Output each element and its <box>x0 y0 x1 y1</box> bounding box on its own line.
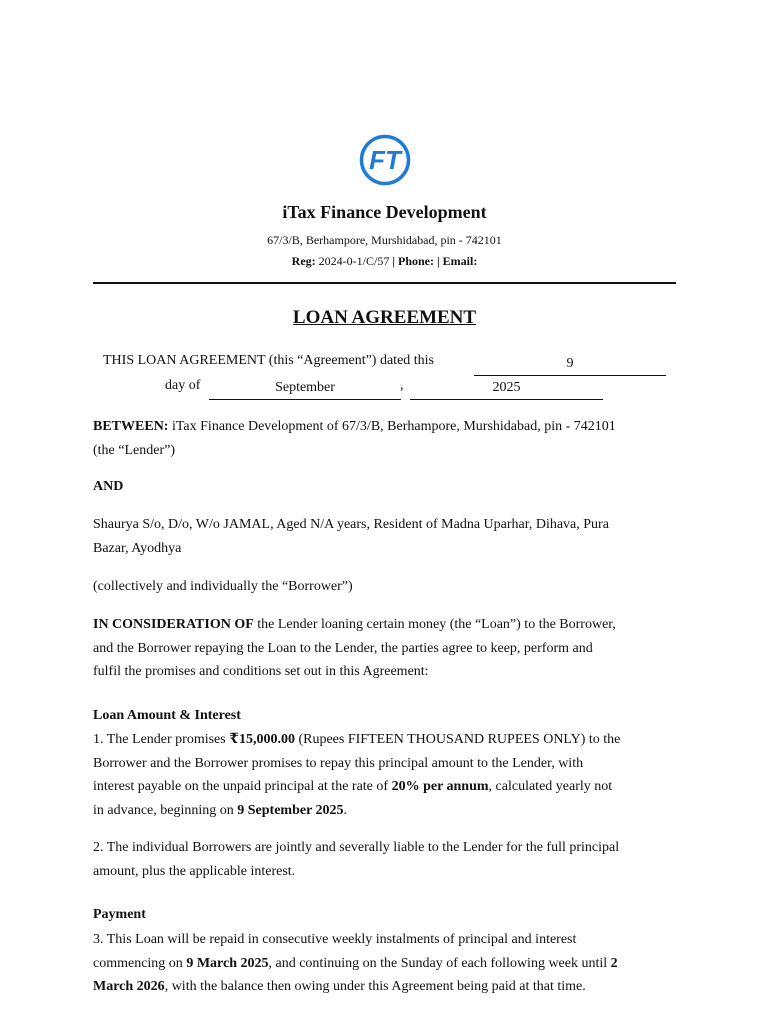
borrower-paragraph <box>93 513 676 560</box>
logo-text: FT <box>369 145 401 175</box>
collective-paragraph: (collectively and individually the “Borrower”) <box>93 579 353 594</box>
intro-prefix: THIS LOAN AGREEMENT (this “Agreement”) dated this <box>103 353 435 368</box>
clause-1-text: , calculated yearly not <box>488 779 613 794</box>
consideration-label: IN CONSIDERATION OF <box>93 617 254 632</box>
day-value: 9 <box>566 356 574 371</box>
and-label: AND <box>93 479 124 494</box>
lender-label: (the “Lender”) <box>93 442 175 458</box>
borrower-line-1: Shaurya S/o, D/o, W/o JAMAL, Aged N/A years, Resident of Madna Uparhar, Dihava, Pura <box>93 517 609 532</box>
clause-3-text: commencing on <box>93 955 183 971</box>
company-address: 67/3/B, Berhampore, Murshidabad, pin - 742101 <box>267 233 502 247</box>
company-contact <box>93 254 676 269</box>
month-field <box>209 379 401 400</box>
reg-label: Reg: <box>291 254 316 268</box>
interest-rate: 20% per annum <box>391 779 489 794</box>
clause-2 <box>93 836 676 883</box>
end-date-day: 2 <box>610 955 618 971</box>
clause-3-text: , with the balance then owing under this Agreement being paid at that time. <box>164 979 586 994</box>
comma: , <box>400 378 404 393</box>
clause-1 <box>93 728 676 822</box>
clause-1-text: Borrower and the Borrower promises to repay this principal amount to the Lender, with <box>93 755 584 771</box>
year-value: 2025 <box>492 380 521 395</box>
commence-date: 9 March 2025 <box>186 955 269 971</box>
reg-value: 2024-0-1/C/57 <box>318 254 390 268</box>
clause-1-text: 1. The Lender promises <box>93 732 226 747</box>
header-divider <box>93 282 676 284</box>
start-date: 9 September 2025 <box>237 802 344 818</box>
day-field <box>474 355 666 376</box>
clause-2-text: 2. The individual Borrowers are jointly and severally liable to the Lender for the full principal <box>93 840 620 855</box>
clause-2-text: amount, plus the applicable interest. <box>93 863 296 879</box>
separator: | <box>392 254 395 268</box>
phone-label: Phone: <box>398 254 434 268</box>
clause-3 <box>93 928 676 999</box>
email-label: Email: <box>442 254 478 268</box>
between-text: iTax Finance Development of 67/3/B, Berhampore, Murshidabad, pin - 742101 <box>171 419 616 434</box>
consideration-text-1: the Lender loaning certain money (the “Loan”) to the Borrower, <box>257 617 616 632</box>
consideration-text-2: and the Borrower repaying the Loan to the Lender, the parties agree to keep, perform and <box>93 640 593 656</box>
borrower-line-2: Bazar, Ayodhya <box>93 540 182 556</box>
between-label: BETWEEN: <box>93 419 169 434</box>
separator: | <box>437 254 440 268</box>
end-date-month-year: March 2026 <box>93 979 165 994</box>
day-of-label: day of <box>165 378 201 393</box>
payment-section-heading: Payment <box>93 907 146 922</box>
clause-1-text: . <box>343 802 348 818</box>
company-name: iTax Finance Development <box>282 202 487 222</box>
between-paragraph <box>93 415 676 462</box>
clause-3-text: , and continuing on the Sunday of each following week until <box>268 955 608 971</box>
clause-3-text: 3. This Loan will be repaid in consecutive weekly instalments of principal and interest <box>93 932 577 947</box>
loan-amount: ₹15,000.00 <box>229 732 295 747</box>
clause-1-text: interest payable on the unpaid principal at the rate of <box>93 779 389 794</box>
consideration-text-3: fulfil the promises and conditions set out in this Agreement: <box>93 664 429 679</box>
clause-1-text: (Rupees FIFTEEN THOUSAND RUPEES ONLY) to the <box>298 732 621 747</box>
clause-1-text: in advance, beginning on <box>93 802 234 818</box>
consideration-paragraph <box>93 613 676 684</box>
month-value: September <box>275 380 335 395</box>
document-title: LOAN AGREEMENT <box>292 307 477 328</box>
loan-section-heading: Loan Amount & Interest <box>93 708 241 723</box>
ft-logo-icon <box>359 134 411 186</box>
year-field <box>410 379 603 400</box>
